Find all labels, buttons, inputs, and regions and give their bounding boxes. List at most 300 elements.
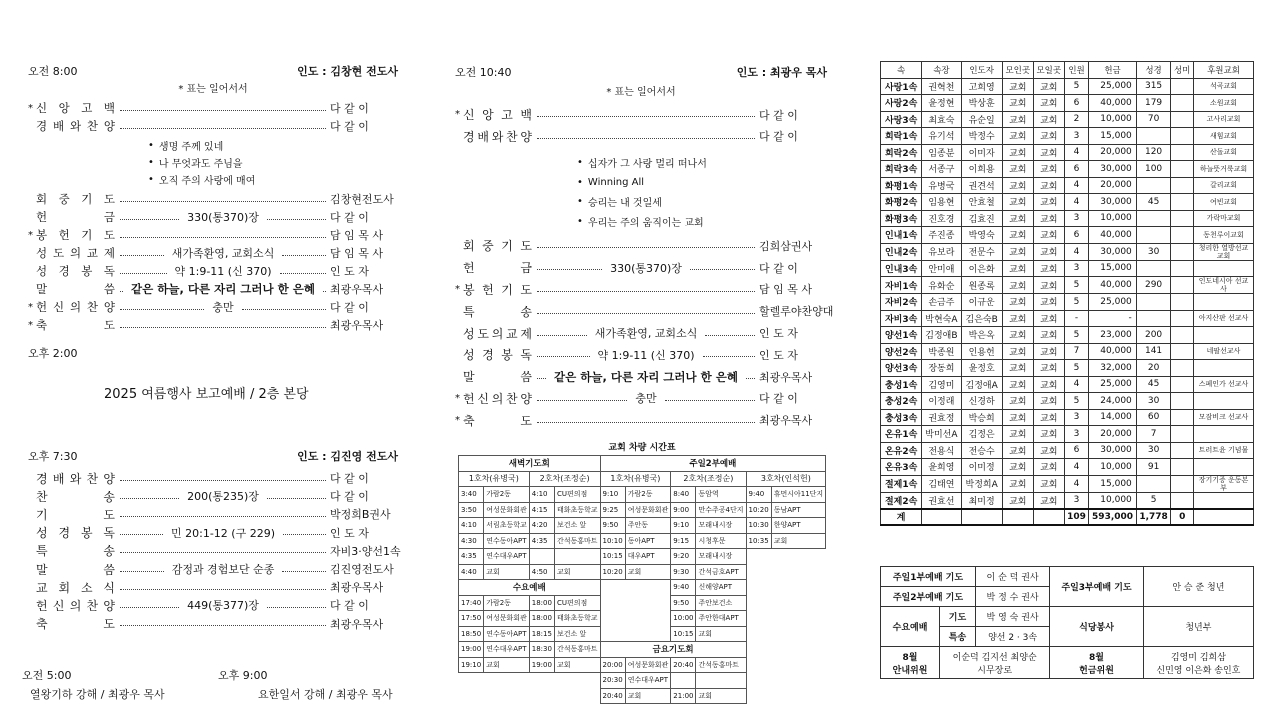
order-label: 교 회 소 식 bbox=[36, 580, 116, 595]
order-detail: 민 20:1-12 (구 229) bbox=[171, 526, 275, 540]
table-cell: 박현숙A bbox=[922, 310, 961, 327]
table-cell bbox=[1194, 260, 1254, 277]
order-person: 최광우목사 bbox=[330, 617, 384, 631]
table-row bbox=[881, 111, 1254, 128]
wed-song-value: 양선 2 · 3속 bbox=[975, 627, 1049, 647]
bus-cell: 새벽기도회 bbox=[459, 456, 601, 472]
weekday-services bbox=[22, 667, 412, 702]
bus-cell: 모래내시장 bbox=[696, 518, 746, 534]
table-cell: 20,000 bbox=[1089, 177, 1136, 194]
table-cell: 고사리교회 bbox=[1194, 111, 1254, 128]
order-label: 기 도 bbox=[36, 507, 116, 522]
table-cell: 교회 bbox=[1033, 426, 1064, 443]
order-row bbox=[28, 298, 398, 316]
column-cell-report bbox=[880, 61, 1254, 526]
table-cell: 희락3속 bbox=[881, 161, 922, 178]
order-label: 헌 신 의 찬 양 bbox=[36, 300, 116, 314]
offering-label: 8월 헌금위원 bbox=[1050, 647, 1144, 679]
table-cell: 교회 bbox=[1033, 277, 1064, 294]
order-row bbox=[28, 316, 398, 334]
table-cell: 교회 bbox=[1002, 376, 1033, 393]
table-cell: 6 bbox=[1064, 442, 1089, 459]
table-cell: 전문수 bbox=[961, 243, 1002, 260]
table-cell: 교회 bbox=[1033, 294, 1064, 311]
bus-cell: 4:20 bbox=[529, 518, 554, 534]
table-cell bbox=[1171, 343, 1194, 360]
table-cell: 20,000 bbox=[1089, 426, 1136, 443]
bus-cell: 간석금호APT bbox=[696, 564, 746, 580]
table-cell: 교회 bbox=[1033, 78, 1064, 95]
order-star: * bbox=[28, 301, 33, 313]
table-cell bbox=[1171, 194, 1194, 211]
table-row bbox=[881, 393, 1254, 410]
table-cell: 김효진 bbox=[961, 210, 1002, 227]
wed-pray-value: 박 영 숙 권사 bbox=[975, 607, 1049, 627]
afternoon-time: 오후 2:00 bbox=[28, 347, 78, 360]
meal-value: 청년부 bbox=[1143, 607, 1253, 647]
bus-cell: 여성문화회관 bbox=[625, 657, 671, 673]
table-cell: 30,000 bbox=[1089, 194, 1136, 211]
table-cell bbox=[1171, 442, 1194, 459]
table-cell: 장동희 bbox=[922, 360, 961, 377]
bus-cell: 1호차(유병국) bbox=[459, 471, 530, 487]
bus-cell: 연수동아APT bbox=[484, 626, 530, 642]
table-cell bbox=[1136, 294, 1171, 311]
table-cell: 윤희영 bbox=[922, 459, 961, 476]
bus-cell: 4:35 bbox=[459, 549, 484, 565]
table-cell: 교회 bbox=[1002, 161, 1033, 178]
table-cell: 안효철 bbox=[961, 194, 1002, 211]
order-row bbox=[455, 300, 834, 322]
table-cell: 신경하 bbox=[961, 393, 1002, 410]
bus-cell: 10:00 bbox=[671, 611, 696, 627]
bus-cell: 20:00 bbox=[600, 657, 625, 673]
bus-cell: 19:00 bbox=[529, 657, 554, 673]
bus-cell: 9:30 bbox=[671, 564, 696, 580]
evening-service-leader: 인도 : 김진영 전도사 bbox=[297, 450, 398, 463]
table-cell bbox=[1171, 161, 1194, 178]
table-row bbox=[881, 492, 1254, 509]
table-cell: 교회 bbox=[1033, 409, 1064, 426]
table-cell: 교회 bbox=[1002, 343, 1033, 360]
order-person: 김희삼권사 bbox=[759, 239, 813, 253]
table-cell: 30,000 bbox=[1089, 442, 1136, 459]
table-cell: 교회 bbox=[1033, 492, 1064, 509]
table-cell: 40,000 bbox=[1089, 95, 1136, 112]
order-person: 박정희B권사 bbox=[330, 508, 391, 522]
bus-title: 교회 차량 시간표 bbox=[608, 443, 676, 453]
order-person: 인 도 자 bbox=[759, 348, 798, 362]
table-row bbox=[881, 210, 1254, 227]
table-cell: 임종분 bbox=[922, 144, 961, 161]
early-service-leader: 인도 : 김창현 전도사 bbox=[297, 65, 398, 78]
table-cell: 4 bbox=[1064, 459, 1089, 476]
table-cell: 교회 bbox=[1033, 210, 1064, 227]
order-star: * bbox=[455, 109, 460, 121]
table-row bbox=[881, 442, 1254, 459]
table-cell: 주진종 bbox=[922, 227, 961, 244]
table-cell: 10,000 bbox=[1089, 111, 1136, 128]
duty-3-value: 안 승 준 청년 bbox=[1143, 567, 1253, 607]
order-person: 다 같 이 bbox=[330, 301, 369, 314]
bus-cell: 20:30 bbox=[600, 673, 625, 689]
table-row bbox=[881, 376, 1254, 393]
bus-cell: 신해양APT bbox=[696, 580, 746, 596]
bus-cell: 18:50 bbox=[459, 626, 484, 642]
total-cell: 계 bbox=[881, 509, 922, 526]
table-cell: 김정은 bbox=[961, 426, 1002, 443]
table-cell: 이미자 bbox=[961, 144, 1002, 161]
table-cell: 화평1속 bbox=[881, 177, 922, 194]
table-cell: 교회 bbox=[1002, 177, 1033, 194]
total-cell: 109 bbox=[1064, 509, 1089, 526]
bus-cell: 간석동홍마트 bbox=[696, 657, 746, 673]
table-cell: 박종원 bbox=[922, 343, 961, 360]
total-cell bbox=[922, 509, 961, 526]
order-label: 헌 신 의 찬 양 bbox=[36, 598, 116, 613]
table-row bbox=[881, 360, 1254, 377]
order-label: 회 중 기 도 bbox=[36, 192, 116, 206]
bus-cell: 만수주공4단지 bbox=[696, 502, 746, 518]
table-cell: 김정애B bbox=[922, 327, 961, 344]
order-row bbox=[28, 524, 398, 542]
table-cell: 교회 bbox=[1002, 128, 1033, 145]
table-row bbox=[881, 161, 1254, 178]
order-label: 축 도 bbox=[36, 617, 116, 632]
table-cell: 100 bbox=[1136, 161, 1171, 178]
table-cell: 온유1속 bbox=[881, 426, 922, 443]
order-label: 회 중 기 도 bbox=[463, 239, 533, 254]
table-row bbox=[881, 260, 1254, 277]
bus-cell: 간석동홍마트 bbox=[554, 642, 600, 658]
bus-cell: 가람2동 bbox=[625, 487, 671, 503]
table-cell bbox=[1171, 409, 1194, 426]
table-cell: 석곡교회 bbox=[1194, 78, 1254, 95]
order-row bbox=[455, 409, 827, 431]
order-row bbox=[28, 469, 398, 487]
table-row bbox=[881, 327, 1254, 344]
order-person: 다 같 이 bbox=[759, 392, 798, 406]
song-item: • 생명 주께 있네 bbox=[148, 137, 398, 154]
bus-cell: 여성문화회관 bbox=[484, 502, 530, 518]
order-person: 다 같 이 bbox=[330, 211, 369, 224]
table-cell: 70 bbox=[1136, 111, 1171, 128]
table-cell: 최미정 bbox=[961, 492, 1002, 509]
total-cell bbox=[1033, 509, 1064, 526]
total-row bbox=[881, 509, 1254, 526]
column-header: 인원 bbox=[1064, 62, 1089, 79]
column-main-service bbox=[455, 65, 834, 431]
table-cell: 4 bbox=[1064, 144, 1089, 161]
bus-cell: 4:50 bbox=[529, 564, 554, 580]
table-cell: 동천루이교회 bbox=[1194, 227, 1254, 244]
duty-1-value: 이 순 덕 권사 bbox=[975, 567, 1049, 587]
table-cell: - bbox=[1089, 310, 1136, 327]
bus-cell bbox=[529, 549, 554, 565]
column-header: 속 bbox=[881, 62, 922, 79]
bus-cell: 9:20 bbox=[671, 549, 696, 565]
order-row bbox=[455, 279, 827, 301]
table-cell: 박영숙 bbox=[961, 227, 1002, 244]
order-row bbox=[28, 262, 398, 280]
order-person: 다 같 이 bbox=[759, 108, 798, 122]
table-cell: 윤정현 bbox=[922, 95, 961, 112]
table-row bbox=[881, 277, 1254, 294]
order-label: 찬 송 bbox=[36, 489, 116, 504]
table-cell: 장기기증 운동본부 bbox=[1194, 475, 1254, 492]
table-cell: 23,000 bbox=[1089, 327, 1136, 344]
bus-cell: 4:10 bbox=[529, 487, 554, 503]
table-row bbox=[881, 294, 1254, 311]
order-label: 신 앙 고 백 bbox=[463, 108, 533, 123]
dawn-desc: 열왕기하 강해 / 최광우 목사 bbox=[30, 688, 165, 701]
table-cell: 권견석 bbox=[961, 177, 1002, 194]
table-row bbox=[881, 128, 1254, 145]
order-detail: 330(통370)장 bbox=[187, 211, 259, 224]
table-cell: 25,000 bbox=[1089, 294, 1136, 311]
table-row bbox=[881, 409, 1254, 426]
wed-song-label: 특송 bbox=[940, 627, 976, 647]
table-cell: 인내1속 bbox=[881, 227, 922, 244]
order-person: 할렐루야찬양대 bbox=[759, 305, 834, 319]
bus-row bbox=[459, 518, 826, 534]
table-cell: 15,000 bbox=[1089, 260, 1136, 277]
order-person: 자비3·양선1속 bbox=[330, 544, 401, 558]
bus-cell: 10:35 bbox=[746, 533, 771, 549]
order-row bbox=[28, 596, 398, 614]
evening-service bbox=[28, 449, 401, 633]
table-cell: 2 bbox=[1064, 111, 1089, 128]
table-cell bbox=[1171, 360, 1194, 377]
wed-pray-label: 기도 bbox=[940, 607, 976, 627]
table-cell: 김태연 bbox=[922, 475, 961, 492]
table-cell: 윤정호 bbox=[961, 360, 1002, 377]
table-cell: 유병국 bbox=[922, 177, 961, 194]
song-item: • 오직 주의 사랑에 매여 bbox=[148, 171, 398, 188]
guide-label: 8월 안내위원 bbox=[881, 647, 940, 679]
order-label: 경 배 와 찬 양 bbox=[36, 119, 116, 133]
order-person: 담 임 목 사 bbox=[330, 247, 384, 260]
table-cell bbox=[1194, 360, 1254, 377]
table-cell: 온유3속 bbox=[881, 459, 922, 476]
table-cell bbox=[1171, 459, 1194, 476]
bus-cell: 17:50 bbox=[459, 611, 484, 627]
bus-cell: 10:30 bbox=[746, 518, 771, 534]
table-cell: 교회 bbox=[1002, 78, 1033, 95]
table-cell bbox=[1171, 111, 1194, 128]
order-person: 김창현전도사 bbox=[330, 193, 394, 206]
bus-cell: 서림초등학교 bbox=[484, 518, 530, 534]
order-label: 말 씀 bbox=[463, 370, 533, 385]
table-cell: 화평3속 bbox=[881, 210, 922, 227]
table-cell bbox=[1171, 492, 1194, 509]
table-cell: 김정애A bbox=[961, 376, 1002, 393]
table-cell bbox=[1171, 277, 1194, 294]
table-cell: 권효선 bbox=[922, 492, 961, 509]
table-cell: 10,000 bbox=[1089, 210, 1136, 227]
table-cell: 5 bbox=[1064, 360, 1089, 377]
table-cell: 이희용 bbox=[961, 161, 1002, 178]
table-cell bbox=[1171, 475, 1194, 492]
bus-cell: 태화초등학교 bbox=[554, 502, 600, 518]
table-cell: 트러트윤 기념물 bbox=[1194, 442, 1254, 459]
table-cell: 스페인가 선교사 bbox=[1194, 376, 1254, 393]
table-cell: 양선3속 bbox=[881, 360, 922, 377]
table-cell: 충성3속 bbox=[881, 409, 922, 426]
table-cell: 교회 bbox=[1002, 294, 1033, 311]
table-cell: 120 bbox=[1136, 144, 1171, 161]
table-cell: 교회 bbox=[1002, 426, 1033, 443]
order-row bbox=[28, 190, 398, 208]
column-header: 속장 bbox=[922, 62, 961, 79]
table-cell bbox=[1136, 227, 1171, 244]
order-person: 인 도 자 bbox=[330, 265, 369, 278]
table-cell: 인내3속 bbox=[881, 260, 922, 277]
table-cell: 10,000 bbox=[1089, 459, 1136, 476]
bus-cell: 9:00 bbox=[671, 502, 696, 518]
order-row bbox=[28, 99, 398, 117]
table-cell bbox=[1171, 243, 1194, 260]
order-person: 다 같 이 bbox=[330, 102, 369, 115]
table-cell: 사랑1속 bbox=[881, 78, 922, 95]
table-cell: 32,000 bbox=[1089, 360, 1136, 377]
order-detail: 새가족환영, 교회소식 bbox=[171, 247, 275, 260]
table-cell: 진호경 bbox=[922, 210, 961, 227]
bus-cell: 교회 bbox=[696, 688, 746, 704]
main-service-header bbox=[455, 65, 827, 79]
order-person: 김진영전도사 bbox=[330, 563, 394, 577]
bus-cell: 8:40 bbox=[671, 487, 696, 503]
song-item: • 십자가 그 사랑 멀리 떠나서 bbox=[577, 153, 827, 173]
bus-cell: 10:20 bbox=[600, 564, 625, 580]
table-cell: 박미선A bbox=[922, 426, 961, 443]
order-detail: 같은 하늘, 다른 자리 그러나 한 은혜 bbox=[554, 369, 738, 384]
bus-cell: 9:10 bbox=[600, 487, 625, 503]
bus-cell: 금요기도회 bbox=[600, 642, 746, 658]
table-row bbox=[881, 194, 1254, 211]
order-row bbox=[28, 578, 398, 596]
bus-cell: 연수대우APT bbox=[484, 642, 530, 658]
duty-3-label: 주일3부예배 기도 bbox=[1050, 567, 1144, 607]
table-cell: 5 bbox=[1064, 393, 1089, 410]
bus-cell: 주안동 bbox=[625, 518, 671, 534]
table-cell: 141 bbox=[1136, 343, 1171, 360]
table-cell: 최효숙 bbox=[922, 111, 961, 128]
early-service-time: 오전 8:00 bbox=[28, 65, 78, 78]
bus-cell: 보건소 앞 bbox=[554, 518, 600, 534]
order-label: 경 배 와 찬 양 bbox=[463, 129, 533, 144]
table-cell: 절제2속 bbox=[881, 492, 922, 509]
table-cell: 유보라 bbox=[922, 243, 961, 260]
table-cell: 유화순 bbox=[922, 277, 961, 294]
main-standing-note: * 표는 일어서서 bbox=[606, 87, 676, 98]
table-cell: 인용헌 bbox=[961, 343, 1002, 360]
bus-cell: 여성문화회관 bbox=[625, 502, 671, 518]
table-cell: 박정수 bbox=[961, 128, 1002, 145]
bus-cell: 2호차(조정순) bbox=[529, 471, 600, 487]
table-cell: 25,000 bbox=[1089, 376, 1136, 393]
table-cell: 3 bbox=[1064, 409, 1089, 426]
duty-1-label: 주일1부예배 기도 bbox=[881, 567, 976, 587]
duty-roster bbox=[880, 566, 1254, 679]
table-row bbox=[881, 227, 1254, 244]
order-row bbox=[455, 104, 827, 126]
bus-cell: 4:10 bbox=[459, 518, 484, 534]
table-cell: 교회 bbox=[1002, 210, 1033, 227]
order-person: 다 같 이 bbox=[330, 120, 369, 133]
order-label: 축 도 bbox=[463, 413, 533, 428]
bus-cell: 한양APT bbox=[771, 518, 825, 534]
table-cell: 교회 bbox=[1033, 459, 1064, 476]
table-cell: 교회 bbox=[1033, 194, 1064, 211]
bus-cell: 3호차(인석헌) bbox=[746, 471, 826, 487]
table-cell bbox=[1136, 210, 1171, 227]
bus-cell: 10:15 bbox=[600, 549, 625, 565]
table-cell: 산돌교회 bbox=[1194, 144, 1254, 161]
table-row bbox=[881, 177, 1254, 194]
evening-service-time: 오후 7:30 bbox=[28, 450, 78, 463]
song-item: • 승리는 내 것일세 bbox=[577, 192, 827, 212]
table-cell: 4 bbox=[1064, 177, 1089, 194]
table-cell: 30 bbox=[1136, 442, 1171, 459]
song-item: • 우리는 주의 움직이는 교회 bbox=[577, 212, 827, 232]
table-cell: 교회 bbox=[1033, 393, 1064, 410]
table-cell: 교회 bbox=[1033, 343, 1064, 360]
order-person: 최광우목사 bbox=[330, 283, 384, 296]
table-cell: 5 bbox=[1064, 78, 1089, 95]
order-label: 특 송 bbox=[463, 304, 533, 319]
table-cell: 315 bbox=[1136, 78, 1171, 95]
order-label: 말 씀 bbox=[36, 282, 116, 296]
order-detail: 새가족환영, 교회소식 bbox=[594, 327, 698, 341]
table-cell: 충성1속 bbox=[881, 376, 922, 393]
order-row bbox=[28, 226, 398, 244]
table-cell: 6 bbox=[1064, 161, 1089, 178]
order-row bbox=[455, 366, 827, 388]
bus-cell: 9:50 bbox=[600, 518, 625, 534]
table-cell: 40,000 bbox=[1089, 343, 1136, 360]
bus-cell: 교회 bbox=[625, 688, 671, 704]
table-cell: 권효정 bbox=[922, 409, 961, 426]
order-row bbox=[455, 235, 827, 257]
table-cell bbox=[1171, 393, 1194, 410]
order-star: * bbox=[455, 392, 460, 404]
cell-report-table bbox=[880, 61, 1254, 526]
table-cell: 네팔선교사 bbox=[1194, 343, 1254, 360]
order-person: 최광우목사 bbox=[330, 581, 384, 595]
bus-cell: 교회 bbox=[625, 564, 671, 580]
order-person: 담 임 목 사 bbox=[759, 283, 812, 297]
bus-cell: 20:40 bbox=[671, 657, 696, 673]
bus-cell: 대우APT bbox=[625, 549, 671, 565]
order-row bbox=[455, 388, 827, 410]
bus-cell: 교회 bbox=[554, 564, 600, 580]
night-desc: 요한일서 강해 / 최광우 목사 bbox=[258, 688, 393, 701]
table-cell: 박상훈 bbox=[961, 95, 1002, 112]
duty-2-label: 주일2부예배 기도 bbox=[881, 587, 976, 607]
bus-cell: 시청후문 bbox=[696, 533, 746, 549]
table-cell: 박정희A bbox=[961, 475, 1002, 492]
table-cell: 교회 bbox=[1033, 310, 1064, 327]
table-cell bbox=[1171, 376, 1194, 393]
table-cell: 손금주 bbox=[922, 294, 961, 311]
bus-cell: 17:40 bbox=[459, 595, 484, 611]
bus-cell: 태화초등학교 bbox=[554, 611, 600, 627]
order-label: 경 배 와 찬 양 bbox=[36, 471, 116, 486]
bus-cell: 연수대우APT bbox=[484, 549, 530, 565]
bus-cell: 9:25 bbox=[600, 502, 625, 518]
table-cell: 교회 bbox=[1002, 459, 1033, 476]
